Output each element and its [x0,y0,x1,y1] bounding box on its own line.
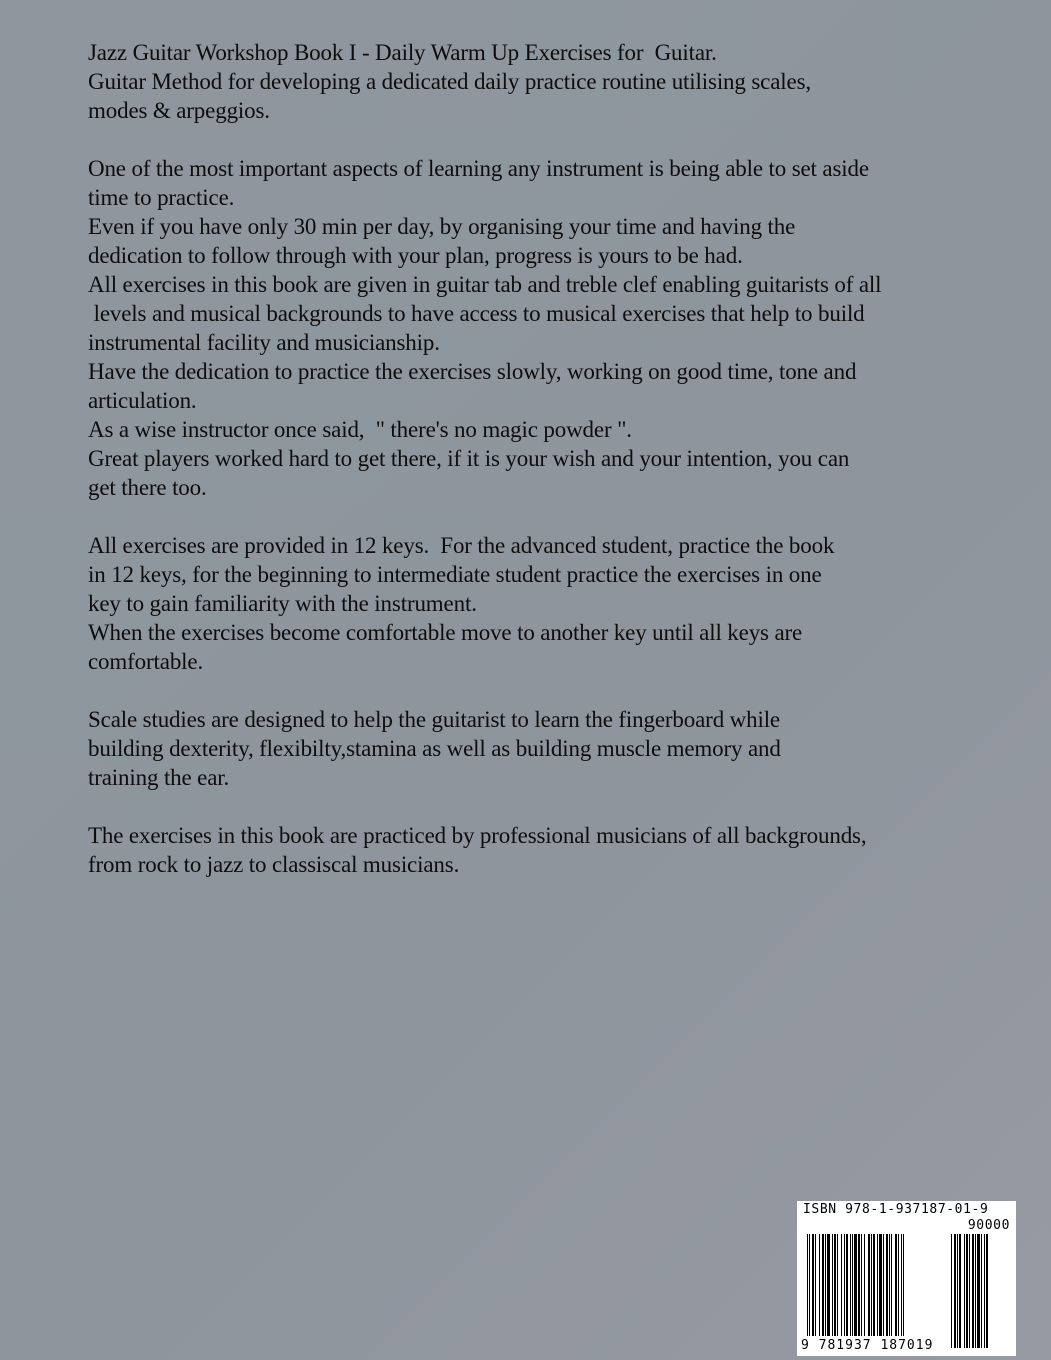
barcode-bar [861,1234,862,1336]
text-line: levels and musical backgrounds to have access to musical exercises that help to build [88,301,865,326]
barcode-bar [898,1234,899,1336]
barcode-bar [966,1234,968,1348]
barcode-bar [964,1234,965,1348]
text-line: Have the dedication to practice the exercises slowly, working on good time, tone and [88,359,857,384]
text-line: dedication to follow through with your plan, progress is yours to be had. [88,243,743,268]
barcode-bar [864,1234,865,1336]
text-line: articulation. [88,388,197,413]
barcode-bar [901,1234,902,1336]
barcode-bar [850,1234,851,1336]
text-line: training the ear. [88,765,230,790]
barcode-bar [877,1234,878,1336]
barcode-bar [819,1234,820,1336]
barcode-bar [957,1234,958,1348]
barcode-bar [854,1234,857,1336]
barcode-bar [846,1234,848,1336]
barcode-bar [868,1234,870,1336]
barcode-bar [871,1234,872,1336]
barcode-bar [891,1234,892,1336]
text-line: instrumental facility and musicianship. [88,330,440,355]
text-line: comfortable. [88,649,204,674]
barcode-bar [959,1234,961,1348]
text-line: All exercises are provided in 12 keys. For the advanced student, practice the book [88,533,835,558]
text-line: When the exercises become comfortable move to another key until all keys are [88,620,803,645]
barcode-bar [879,1234,882,1336]
paragraph-gap [88,792,948,821]
barcode-bar [889,1234,890,1336]
title-line: Jazz Guitar Workshop Book I - Daily Warm Up Exercises for Guitar. [88,40,717,65]
price-barcode-bars [951,1234,1007,1348]
barcode-bar [822,1234,824,1336]
barcode-bar [852,1234,853,1336]
barcode-bar [837,1234,838,1336]
paragraph-gap [88,502,948,531]
paragraph-scales [88,705,948,792]
barcode-bar [858,1234,860,1336]
barcode-bar [809,1234,810,1336]
isbn-label: ISBN 978-1-937187-01-9 [803,1202,989,1217]
barcode-bars [807,1234,939,1336]
barcode-bar [975,1234,976,1348]
barcode-bar [903,1234,904,1336]
ean-digits: 9 781937 187019 [801,1338,934,1353]
barcode-bar [977,1234,980,1348]
barcode-bar [812,1234,814,1336]
text-line: Great players worked hard to get there, if it is your wish and your intention, you can [88,446,850,471]
barcode-bar [827,1234,830,1336]
text-line: The exercises in this book are practiced by professional musicians of all backgrounds, [88,823,867,848]
barcode-bar [873,1234,875,1336]
paragraph-gap [88,676,948,705]
barcode-bar [825,1234,826,1336]
text-line: in 12 keys, for the beginning to intermediate student practice the exercises in one [88,562,822,587]
description-text [88,38,948,879]
barcode-bar [969,1234,970,1348]
barcode-bar [807,1234,808,1336]
paragraph-keys [88,531,948,676]
paragraph-musicians [88,821,948,879]
barcode-bar [841,1234,842,1336]
text-line: key to gain familiarity with the instrument. [88,591,477,616]
barcode-bar [954,1234,956,1348]
barcode-bar [895,1234,897,1336]
barcode-bar [834,1234,836,1336]
text-line: Scale studies are designed to help the guitarist to learn the fingerboard while [88,707,780,732]
text-line: As a wise instructor once said, " there's no magic powder ". [88,417,632,442]
barcode-bar [951,1234,952,1348]
isbn-barcode [797,1201,1016,1356]
text-line: Even if you have only 30 min per day, by organising your time and having the [88,214,796,239]
paragraph-gap [88,125,948,154]
barcode-bar [984,1234,985,1348]
text-line: time to practice. [88,185,235,210]
barcode-bar [972,1234,974,1348]
text-line: One of the most important aspects of learning any instrument is being able to set aside [88,156,869,181]
barcode-bar [886,1234,888,1336]
barcode-bar [883,1234,884,1336]
barcode-bar [815,1234,816,1336]
text-line: All exercises in this book are given in guitar tab and treble clef enabling guitarists of all [88,272,882,297]
price-code: 90000 [967,1218,1010,1233]
barcode-bar [832,1234,833,1336]
text-line: building dexterity, flexibilty,stamina as well as building muscle memory and [88,736,781,761]
paragraph-title [88,38,948,125]
text-line: Guitar Method for developing a dedicated daily practice routine utilising scales, [88,69,811,94]
barcode-bar [986,1234,988,1348]
text-line: modes & arpeggios. [88,98,270,123]
barcode-bar [981,1234,982,1348]
text-line: from rock to jazz to classiscal musicians. [88,852,460,877]
paragraph-practice [88,154,948,502]
barcode-bar [844,1234,845,1336]
text-line: get there too. [88,475,207,500]
